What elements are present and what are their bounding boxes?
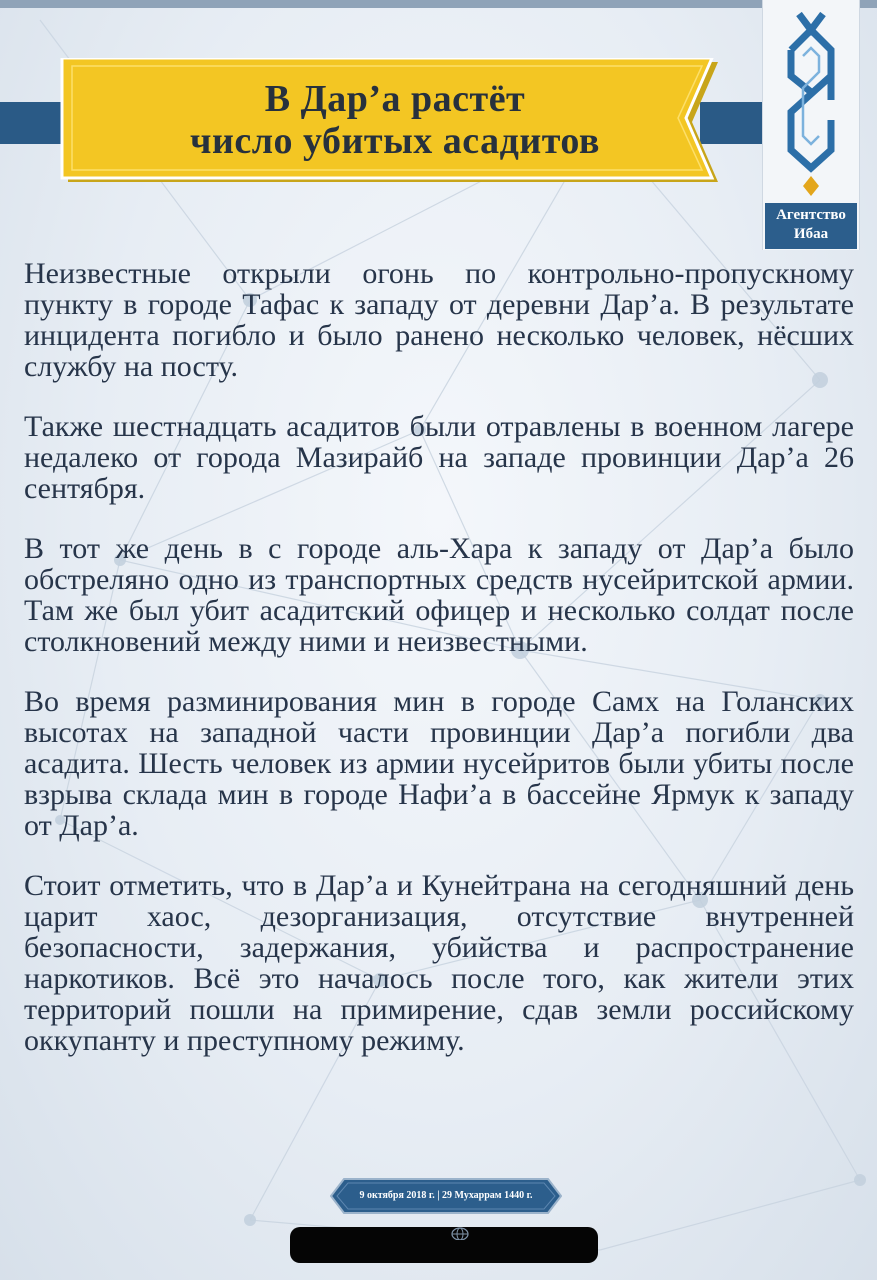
date-text: 9 октября 2018 г. | 29 Мухаррам 1440 г. (359, 1190, 533, 1201)
agency-label (765, 203, 857, 249)
date-badge (330, 1178, 562, 1214)
paragraph-4: Во время разминирования мин в городе Самх на Голанских высотах на западной части провинции Дар’а погибли два асадита. Шесть человек из армии нусейритов были убиты после взрыва склада мин в городе Нафи’а в бассейне Ярмук к западу от Дар’а. (24, 685, 854, 842)
title-line-2: число убитых асадитов (190, 120, 600, 162)
title-line-1: В Дар’а растёт (264, 78, 526, 120)
paragraph-3: В тот же день в с городе аль-Хара к западу от Дар’а было обстреляно одно из транспортных средств нусейритской армии. Там же был убит асадитский офицер и несколько солдат после столкновений между ними и неизвестными. (24, 532, 854, 658)
page-title (110, 78, 680, 162)
paragraph-2: Также шестнадцать асадитов были отравлены в военном лагере недалеко от города Мазирайб на западе провинции Дар’а 26 сентября. (24, 410, 854, 505)
paragraph-1: Неизвестные открыли огонь по контрольно-пропускному пункту в городе Тафас к западу от деревни Дар’а. В результате инцидента погибло и было ранено несколько человек, нёсших службу на посту. (24, 257, 854, 383)
agency-label-line-1: Агентство (776, 207, 846, 223)
article-body (24, 258, 854, 1085)
top-strip (0, 0, 877, 8)
paragraph-5: Стоит отметить, что в Дар’а и Кунейтрана на сегодняшний день царит хаос, дезорганизация, отсутствие внутренней безопасности, задержания, убийства и распространение наркотиков. Всё это началось после того, как жители этих территорий пошли на примирение, сдав земли российскому оккупанту и преступному режиму. (24, 869, 854, 1057)
redacted-block (290, 1227, 598, 1263)
agency-emblem-icon (763, 0, 859, 200)
agency-label-line-2: Ибаа (793, 226, 829, 242)
globe-icon (450, 1224, 470, 1240)
